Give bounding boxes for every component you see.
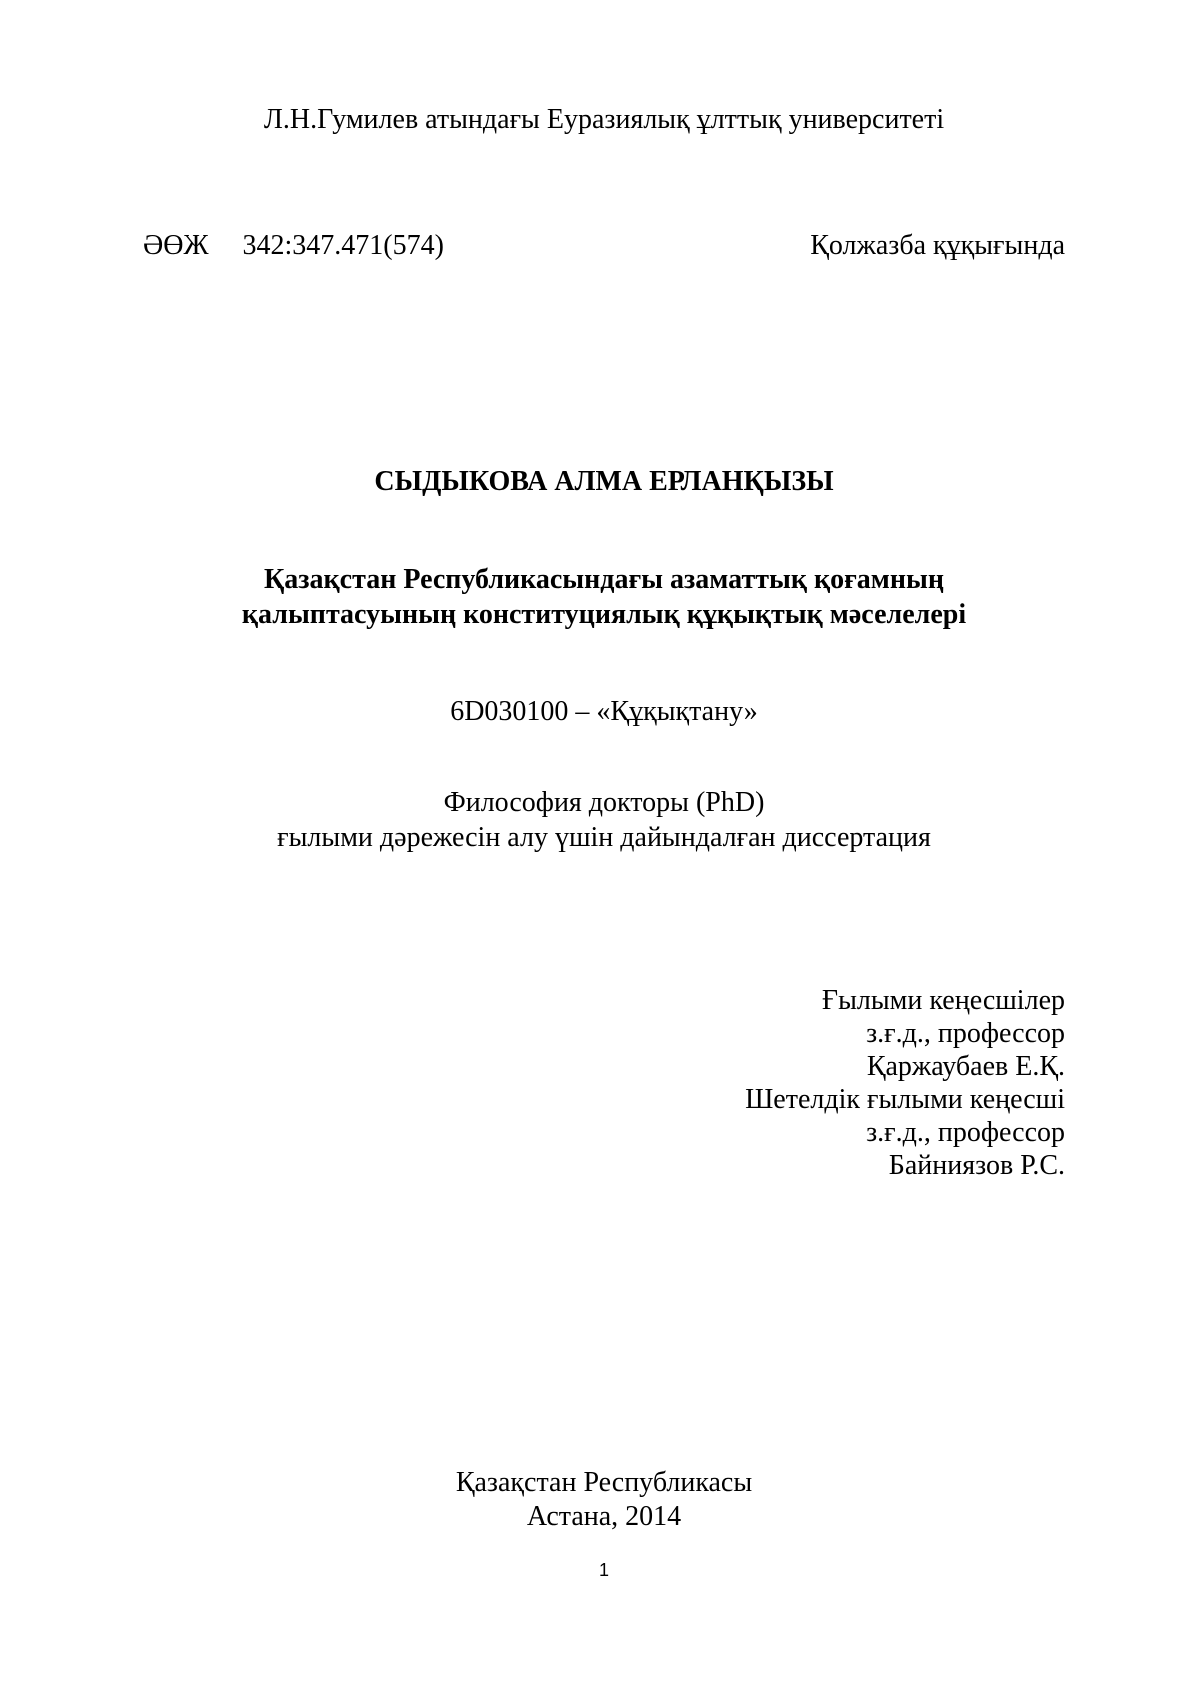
udc-label: ӘӨЖ: [143, 230, 209, 261]
advisor-line: Қаржаубаев Е.Қ.: [866, 1051, 1065, 1082]
dissertation-title: [143, 562, 1065, 632]
degree-line-2: ғылыми дәрежесін алу үшін дайындалған диссертация: [277, 822, 931, 853]
title-line-2: қалыптасуының конституциялық құқықтық мәселелері: [241, 599, 967, 630]
city-year: Астана, 2014: [526, 1501, 682, 1532]
advisor-line: Шетелдік ғылыми кеңесші: [745, 1084, 1065, 1115]
advisor-line: Байниязов Р.С.: [888, 1150, 1065, 1181]
udc-number: 342:347.471(574): [242, 230, 444, 261]
degree-statement: [143, 785, 1065, 855]
footer-block: [143, 1466, 1065, 1534]
page-number: 1: [598, 1560, 609, 1580]
author-name: СЫДЫКОВА АЛМА ЕРЛАНҚЫЗЫ: [374, 466, 834, 497]
advisor-line: з.ғ.д., профессор: [866, 1117, 1065, 1148]
manuscript-note: Қолжазба құқығында: [810, 230, 1065, 261]
advisors-block: [143, 984, 1065, 1182]
advisor-line: з.ғ.д., профессор: [866, 1018, 1065, 1049]
country-name: Қазақстан Республикасы: [455, 1467, 753, 1498]
advisors-heading: Ғылыми кеңесшілер: [821, 985, 1065, 1016]
university-name: Л.Н.Гумилев атындағы Еуразиялық ұлттық университеті: [263, 104, 945, 135]
specialty-code: 6D030100 – «Құқықтану»: [450, 696, 758, 727]
udc-row: [143, 230, 1065, 262]
degree-line-1: Философия докторы (PhD): [443, 787, 765, 818]
title-line-1: Қазақстан Республикасындағы азаматтық қоғамның: [263, 564, 944, 595]
udc-code: [143, 230, 444, 262]
